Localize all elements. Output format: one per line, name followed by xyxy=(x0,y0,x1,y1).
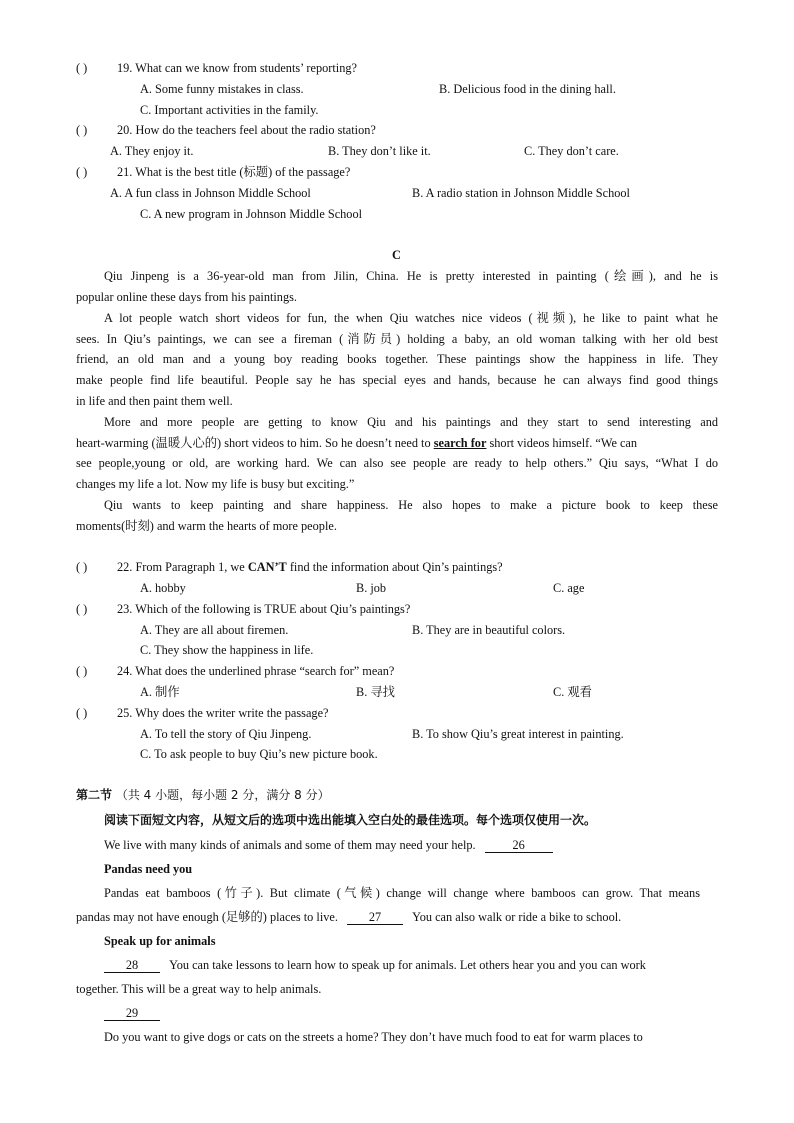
q19-option-a[interactable]: A. Some funny mistakes in class. xyxy=(140,82,304,96)
passage-line: popular online these days from his paintings. xyxy=(76,290,297,304)
q23-option-c[interactable]: C. They show the happiness in life. xyxy=(140,643,314,657)
q21-option-c[interactable]: C. A new program in Johnson Middle School xyxy=(140,207,363,221)
q21-answer-paren[interactable]: ( ) xyxy=(76,165,88,179)
q24-option-c[interactable]: C. 观看 xyxy=(553,685,592,699)
q22-stem-text: find the information about Qin’s paintings? xyxy=(286,560,503,574)
section-title xyxy=(76,787,330,803)
q22-option-c[interactable]: C. age xyxy=(553,581,585,595)
q19-answer-paren[interactable]: ( ) xyxy=(76,61,88,75)
passage-line: in life and then paint them well. xyxy=(76,394,233,408)
passage-line: changes my life a lot. Now my life is busy but exciting.” xyxy=(76,477,355,491)
cloze-text: pandas may not have enough (足够的) places to live. xyxy=(76,910,338,924)
passage-heading: C xyxy=(392,248,401,262)
q25-answer-paren[interactable]: ( ) xyxy=(76,706,88,720)
q19-stem: 19. What can we know from students’ reporting? xyxy=(117,61,357,75)
subheading-pandas: Pandas need you xyxy=(104,862,193,876)
q25-option-c[interactable]: C. To ask people to buy Qiu’s new picture book. xyxy=(140,747,378,761)
q22-option-b[interactable]: B. job xyxy=(356,581,387,595)
passage-line: Qiu wants to keep painting and share happiness. He also hopes to make a picture book to keep these xyxy=(104,498,718,512)
cloze-text: We live with many kinds of animals and some of them may need your help. xyxy=(104,838,476,852)
passage-text: short videos himself. “We can xyxy=(489,436,638,450)
q22-option-a[interactable]: A. hobby xyxy=(140,581,186,595)
underlined-phrase: search for xyxy=(433,436,487,450)
passage-line: see people,young or old, are working hard. We can also see people are ready to help others.” Qiu says, “What I do xyxy=(76,456,718,470)
q22-stem-emphasis: CAN’T xyxy=(247,560,287,574)
passage-line: Qiu Jinpeng is a 36-year-old man from Jilin, China. He is pretty interested in painting (绘画), and he is xyxy=(104,269,718,283)
blank-29[interactable]: 29 xyxy=(104,1006,160,1021)
q24-answer-paren[interactable]: ( ) xyxy=(76,664,88,678)
q20-option-b[interactable]: B. They don’t like it. xyxy=(328,144,431,158)
q21-option-a[interactable]: A. A fun class in Johnson Middle School xyxy=(110,186,311,200)
passage-line xyxy=(76,435,637,451)
passage-line: sees. In Qiu’s paintings, we can see a fireman (消防员) holding a baby, an old woman talking with her old best xyxy=(76,332,718,346)
q19-option-c[interactable]: C. Important activities in the family. xyxy=(140,103,319,117)
q22-answer-paren[interactable]: ( ) xyxy=(76,560,88,574)
cloze-text: You can take lessons to learn how to speak up for animals. Let others hear you and you can work xyxy=(169,958,646,972)
cloze-text: You can also walk or ride a bike to school. xyxy=(412,910,622,924)
q25-stem: 25. Why does the writer write the passage? xyxy=(117,706,329,720)
section-description: （共 4 小题，每小题 2 分，满分 8 分） xyxy=(115,788,330,802)
blank-26[interactable]: 26 xyxy=(485,838,553,853)
cloze-line: together. This will be a great way to help animals. xyxy=(76,982,322,996)
blank-28[interactable]: 28 xyxy=(104,958,160,973)
subheading-speak-up: Speak up for animals xyxy=(104,934,216,948)
q23-option-b[interactable]: B. They are in beautiful colors. xyxy=(412,623,566,637)
q20-option-c[interactable]: C. They don’t care. xyxy=(524,144,619,158)
passage-line: friend, an old man and a young boy reading books together. These paintings show the happiness in life. They xyxy=(76,352,718,366)
q23-stem: 23. Which of the following is TRUE about Qiu’s paintings? xyxy=(117,602,411,616)
cloze-line: Pandas eat bamboos (竹子). But climate (气候) change will change where bamboos can grow. That means xyxy=(104,886,700,900)
section-number: 第二节 xyxy=(76,788,113,802)
q24-stem: 24. What does the underlined phrase “search for” mean? xyxy=(117,664,395,678)
q25-option-a[interactable]: A. To tell the story of Qiu Jinpeng. xyxy=(140,727,312,741)
q23-option-a[interactable]: A. They are all about firemen. xyxy=(140,623,289,637)
q25-option-b[interactable]: B. To show Qiu’s great interest in painting. xyxy=(412,727,624,741)
q20-option-a[interactable]: A. They enjoy it. xyxy=(110,144,194,158)
q24-option-b[interactable]: B. 寻找 xyxy=(356,685,395,699)
q20-answer-paren[interactable]: ( ) xyxy=(76,123,88,137)
q23-answer-paren[interactable]: ( ) xyxy=(76,602,88,616)
blank-27[interactable]: 27 xyxy=(347,910,403,925)
cloze-intro xyxy=(104,837,553,853)
cloze-line xyxy=(104,957,646,973)
q24-option-a[interactable]: A. 制作 xyxy=(140,685,180,699)
passage-line: moments(时刻) and warm the hearts of more people. xyxy=(76,519,337,533)
cloze-line xyxy=(104,1005,160,1021)
passage-line: A lot people watch short videos for fun, the when Qiu watches nice videos (视频), he like to paint what he xyxy=(104,311,718,325)
q22-stem-text: 22. From Paragraph 1, we xyxy=(117,560,248,574)
q19-option-b[interactable]: B. Delicious food in the dining hall. xyxy=(439,82,616,96)
section-instruction: 阅读下面短文内容，从短文后的选项中选出能填入空白处的最佳选项。每个选项仅使用一次。 xyxy=(104,813,597,827)
q22-stem xyxy=(117,559,503,575)
q20-stem: 20. How do the teachers feel about the radio station? xyxy=(117,123,376,137)
cloze-line: Do you want to give dogs or cats on the streets a home? They don’t have much food to eat for warm places to xyxy=(104,1030,643,1044)
q21-stem: 21. What is the best title (标题) of the passage? xyxy=(117,165,351,179)
passage-line: make people find life beautiful. People say he has special eyes and hands, because he can always find good things xyxy=(76,373,718,387)
cloze-line xyxy=(76,909,621,925)
passage-text: heart-warming (温暖人心的) short videos to him. So he doesn’t need to xyxy=(76,436,431,450)
q21-option-b[interactable]: B. A radio station in Johnson Middle School xyxy=(412,186,630,200)
passage-line: More and more people are getting to know Qiu and his paintings and they start to send interesting and xyxy=(104,415,718,429)
